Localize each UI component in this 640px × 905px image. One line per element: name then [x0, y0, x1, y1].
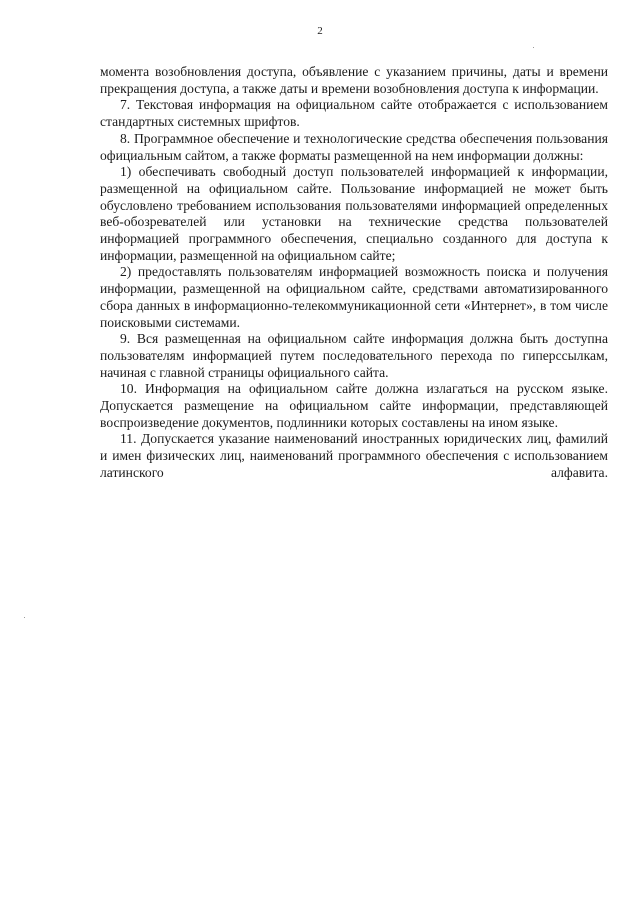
paragraph-item-10: 10. Информация на официальном сайте должна излагаться на русском языке. Допускается размещение на официальном сайте информации, представляющей воспроизведение документов, подлинники которых составлены на ином языке.	[100, 381, 608, 430]
paragraph-subitem-2: 2) предоставлять пользователям информацией возможность поиска и получения информации, размещенной на официальном сайте, средствами автоматизированного сбора данных в информационно-телекоммуникационной сети «Интернет», в том числе поисковыми системами.	[100, 264, 608, 330]
scan-speck	[24, 617, 25, 618]
paragraph-item-8: 8. Программное обеспечение и технологические средства обеспечения пользования официальным сайтом, а также форматы размещенной на нем информации должны:	[100, 130, 608, 163]
page-number: 2	[317, 25, 323, 37]
scan-speck	[533, 47, 534, 48]
paragraph-item-7: 7. Текстовая информация на официальном сайте отображается с использованием стандартных системных шрифтов.	[100, 97, 608, 130]
paragraph-item-9: 9. Вся размещенная на официальном сайте информация должна быть доступна пользователям информацией путем последовательного перехода по гиперссылкам, начиная с главной страницы официального сайта.	[100, 331, 608, 380]
document-body	[100, 64, 608, 482]
paragraph-continuation: момента возобновления доступа, объявление с указанием причины, даты и времени прекращения доступа, а также даты и времени возобновления доступа к информации.	[100, 64, 608, 96]
paragraph-subitem-1: 1) обеспечивать свободный доступ пользователей информацией к информации, размещенной на официальном сайте. Пользование информацией не может быть обусловлено требованием использования пользователями информацией определенных веб-обозревателей или установки на технические средства пользователей информацией программного обеспечения, специально созданного для доступа к информации, размещенной на официальном сайте;	[100, 164, 608, 263]
paragraph-item-11: 11. Допускается указание наименований иностранных юридических лиц, фамилий и имен физических лиц, наименований программного обеспечения с использованием латинского алфавита.	[100, 431, 608, 480]
